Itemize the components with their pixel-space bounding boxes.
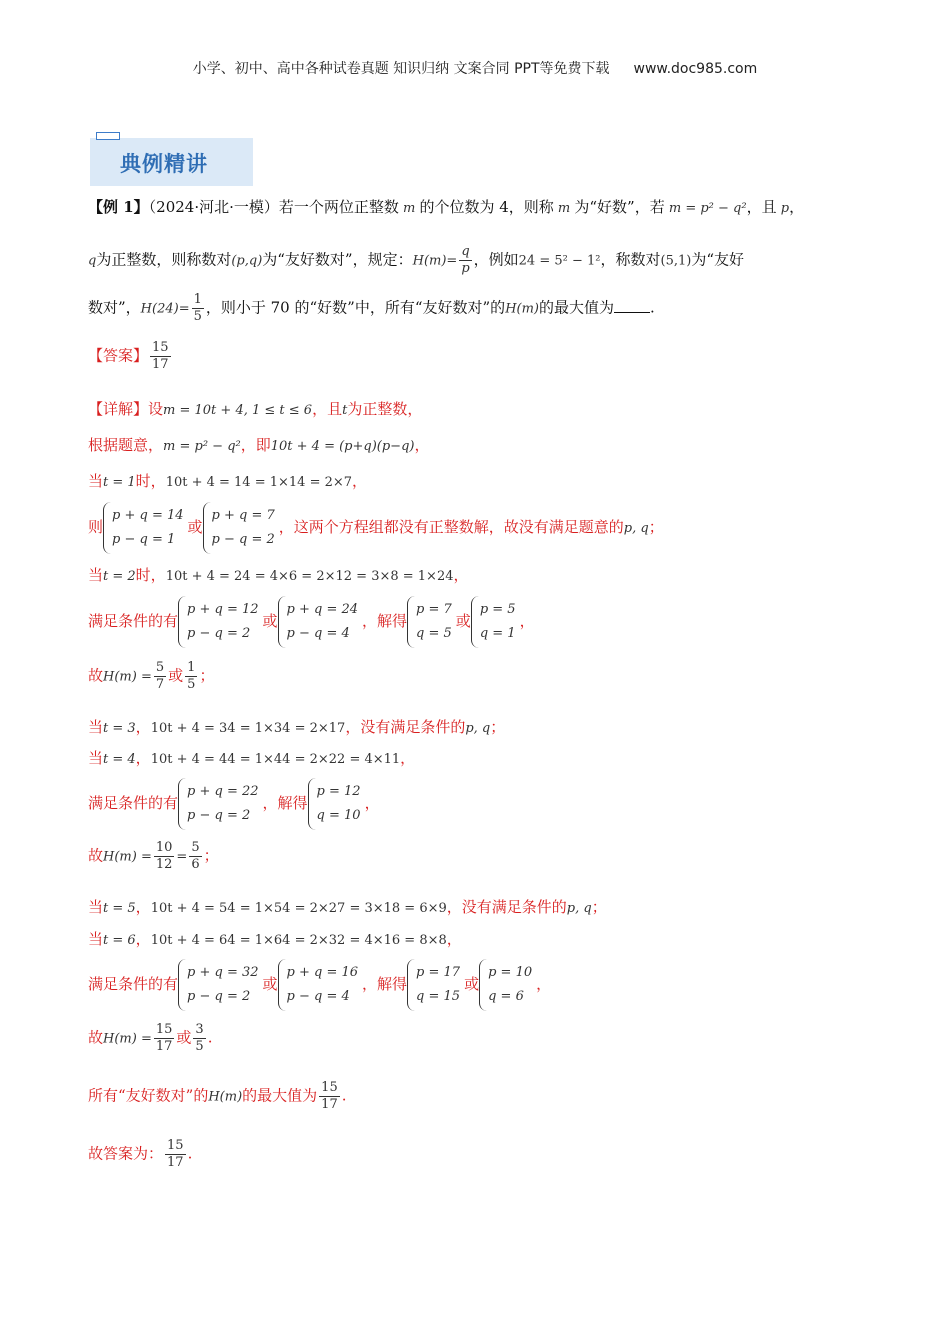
solution-line-2: 根据题意，m = p² − q²，即10t + 4 = (p+q)(p−q)， xyxy=(88,436,430,454)
section-banner xyxy=(90,138,253,186)
solution-answer: 故答案为： $\frac{15}{17}$ . xyxy=(88,1138,193,1170)
page-header xyxy=(0,58,950,78)
solution-line-1: 【详解】设m = 10t + 4, 1 ≤ t ≤ 6，且t为正整数， xyxy=(88,400,423,418)
problem-line-1: 【例 1】（2024·河北·一模）若一个两位正整数 m 的个位数为 4，则称 m 为“好数”，若 m = p² − q²，且 p， xyxy=(88,198,805,216)
solution-t2-systems: 满足条件的有 p + q = 12 p − q = 2 或 p + q = 24 p − q = 4 ，解得 p = 7 q = 5 或 p = 5 q = 1 ， xyxy=(88,596,535,648)
solution-t2-result: 故H(m) = $\frac{5}{7}$ 或 $\frac{1}{5}$ ； xyxy=(88,660,215,692)
solution-t1: 当t = 1时，10t + 4 = 14 = 1×14 = 2×7， xyxy=(88,472,368,490)
solution-t6: 当t = 6，10t + 4 = 64 = 1×64 = 2×32 = 4×16 = 8×8， xyxy=(88,930,462,948)
solution-t6-result: 故H(m) = $\frac{15}{17}$ 或 $\frac{3}{5}$ . xyxy=(88,1022,213,1054)
solution-label: 【详解】 xyxy=(88,400,149,418)
solution-t4: 当t = 4，10t + 4 = 44 = 1×44 = 2×22 = 4×11， xyxy=(88,749,416,767)
problem-label: 【例 1】 xyxy=(88,198,149,216)
solution-t4-systems: 满足条件的有 p + q = 22 p − q = 2 ，解得 p = 12 q = 10 ， xyxy=(88,778,380,830)
header-url[interactable]: www.doc985.com xyxy=(633,61,758,77)
section-title: 典例精讲 xyxy=(120,152,208,176)
solution-t5: 当t = 5，10t + 4 = 54 = 1×54 = 2×27 = 3×18 = 6×9，没有满足条件的p, q； xyxy=(88,898,607,916)
answer-blank[interactable] xyxy=(614,312,650,313)
solution-t2: 当t = 2时，10t + 4 = 24 = 4×6 = 2×12 = 3×8 = 1×24， xyxy=(88,566,469,584)
problem-line-2: q为正整数，则称数对(p,q)为“友好数对”，规定：H(m)= $\frac{q}{p}$ ，例如24 = 5² − 1²，称数对(5,1)为“友好 xyxy=(88,244,744,276)
solution-final: 所有“友好数对”的H(m)的最大值为 $\frac{15}{17}$ . xyxy=(88,1080,347,1112)
answer-line: 【答案】 $\frac{15}{17}$ xyxy=(88,340,169,372)
problem-line-3: 数对”，H(24)= $\frac{1}{5}$ ，则小于 70 的“好数”中，所有“友好数对”的H(m)的最大值为 . xyxy=(88,292,655,324)
solution-t6-systems: 满足条件的有 p + q = 32 p − q = 2 或 p + q = 16 p − q = 4 ，解得 p = 17 q = 15 或 p = 10 q = 6 ， xyxy=(88,959,551,1011)
solution-t1-systems: 则 p + q = 14 p − q = 1 或 p + q = 7 p − q = 2 ，这两个方程组都没有正整数解，故没有满足题意的p, q； xyxy=(88,502,664,554)
solution-t4-result: 故H(m) = $\frac{10}{12}$ = $\frac{5}{6}$ ； xyxy=(88,840,219,872)
header-text: 小学、初中、高中各种试卷真题 知识归纳 文案合同 PPT等免费下载 xyxy=(192,61,610,77)
solution-t3: 当t = 3，10t + 4 = 34 = 1×34 = 2×17，没有满足条件的p, q； xyxy=(88,718,506,736)
answer-label: 【答案】 xyxy=(88,346,149,365)
banner-tab-icon xyxy=(96,132,120,140)
